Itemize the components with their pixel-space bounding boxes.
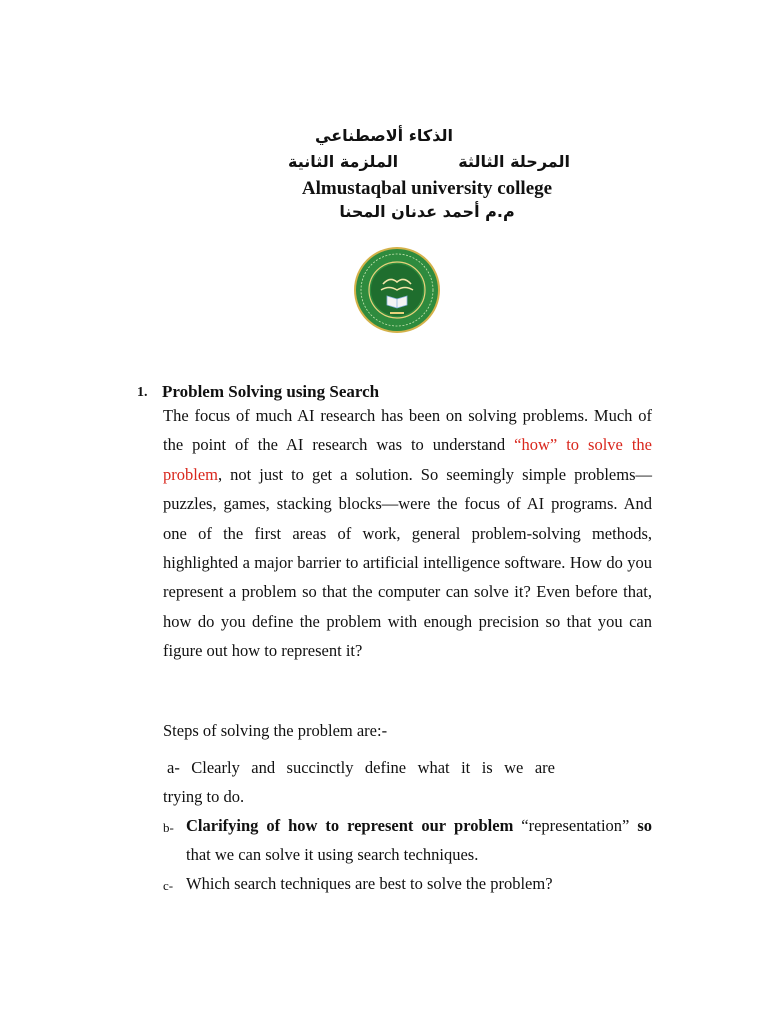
step-a-word: define <box>364 758 407 777</box>
booklet-label: الملزمة الثانية <box>288 152 399 171</box>
step-a-word: we <box>504 758 524 777</box>
step-b-line2: that we can solve it using search techniques. <box>186 845 479 864</box>
step-a-word: succinctly <box>286 758 354 777</box>
step-a-word: are <box>534 758 555 777</box>
paragraph-highlight: “how” to solve the problem <box>163 435 653 484</box>
step-a-word: Clearly <box>191 758 240 777</box>
step-a-word: what <box>417 758 450 777</box>
section-number: 1. <box>137 385 148 400</box>
step-a-line2: trying to do. <box>163 787 245 806</box>
step-a-word: it <box>461 758 471 777</box>
steps-intro: Steps of solving the problem are:- <box>163 721 388 740</box>
step-b-word: represent <box>347 816 414 835</box>
step-a-word: and <box>251 758 276 777</box>
step-b-word: problem <box>454 816 514 835</box>
section-title: Problem Solving using Search <box>162 382 380 401</box>
step-a-word: is <box>481 758 493 777</box>
stage-label: المرحلة الثالثة <box>458 152 570 171</box>
step-b-word: “representation” <box>521 816 630 835</box>
step-a-line1 <box>163 753 555 782</box>
subject-title: الذكاء ألاصطناعي <box>315 126 453 145</box>
step-b-word: of <box>266 816 281 835</box>
step-a <box>163 753 555 811</box>
paragraph-text-before: The focus of much AI research has been on solving problems. Much of the point of the AI research was to understand <box>163 406 652 455</box>
step-b-word: to <box>325 816 340 835</box>
step-b-word: Clarifying <box>186 816 259 835</box>
teacher-name: م.م أحمد عدنان المحنا <box>339 202 515 221</box>
step-b-word: how <box>288 816 318 835</box>
step-b-word: our <box>421 816 447 835</box>
logo-date-bar <box>390 312 404 314</box>
step-c-text: Which search techniques are best to solve the problem? <box>186 874 553 893</box>
step-a-label: a- <box>167 758 180 777</box>
step-c-label: c- <box>163 878 174 893</box>
college-logo <box>353 246 441 334</box>
paragraph-text-after: , not just to get a solution. So seemingly simple problems—puzzles, games, stacking blocks—were the focus of AI programs. And one of the first areas of work, general problem-solving methods, highlighted a major barrier to artificial intelligence software. How do you represent a problem so that the computer can solve it? Even before that, how do you define the problem with enough precision so that you can figure out how to represent it? <box>163 464 652 661</box>
step-b-line1 <box>186 816 652 836</box>
step-b-label: b- <box>163 820 174 835</box>
section-paragraph <box>163 401 652 666</box>
step-b-word: so <box>637 816 652 835</box>
header-row <box>280 152 570 176</box>
college-name: Almustaqbal university college <box>301 178 553 199</box>
